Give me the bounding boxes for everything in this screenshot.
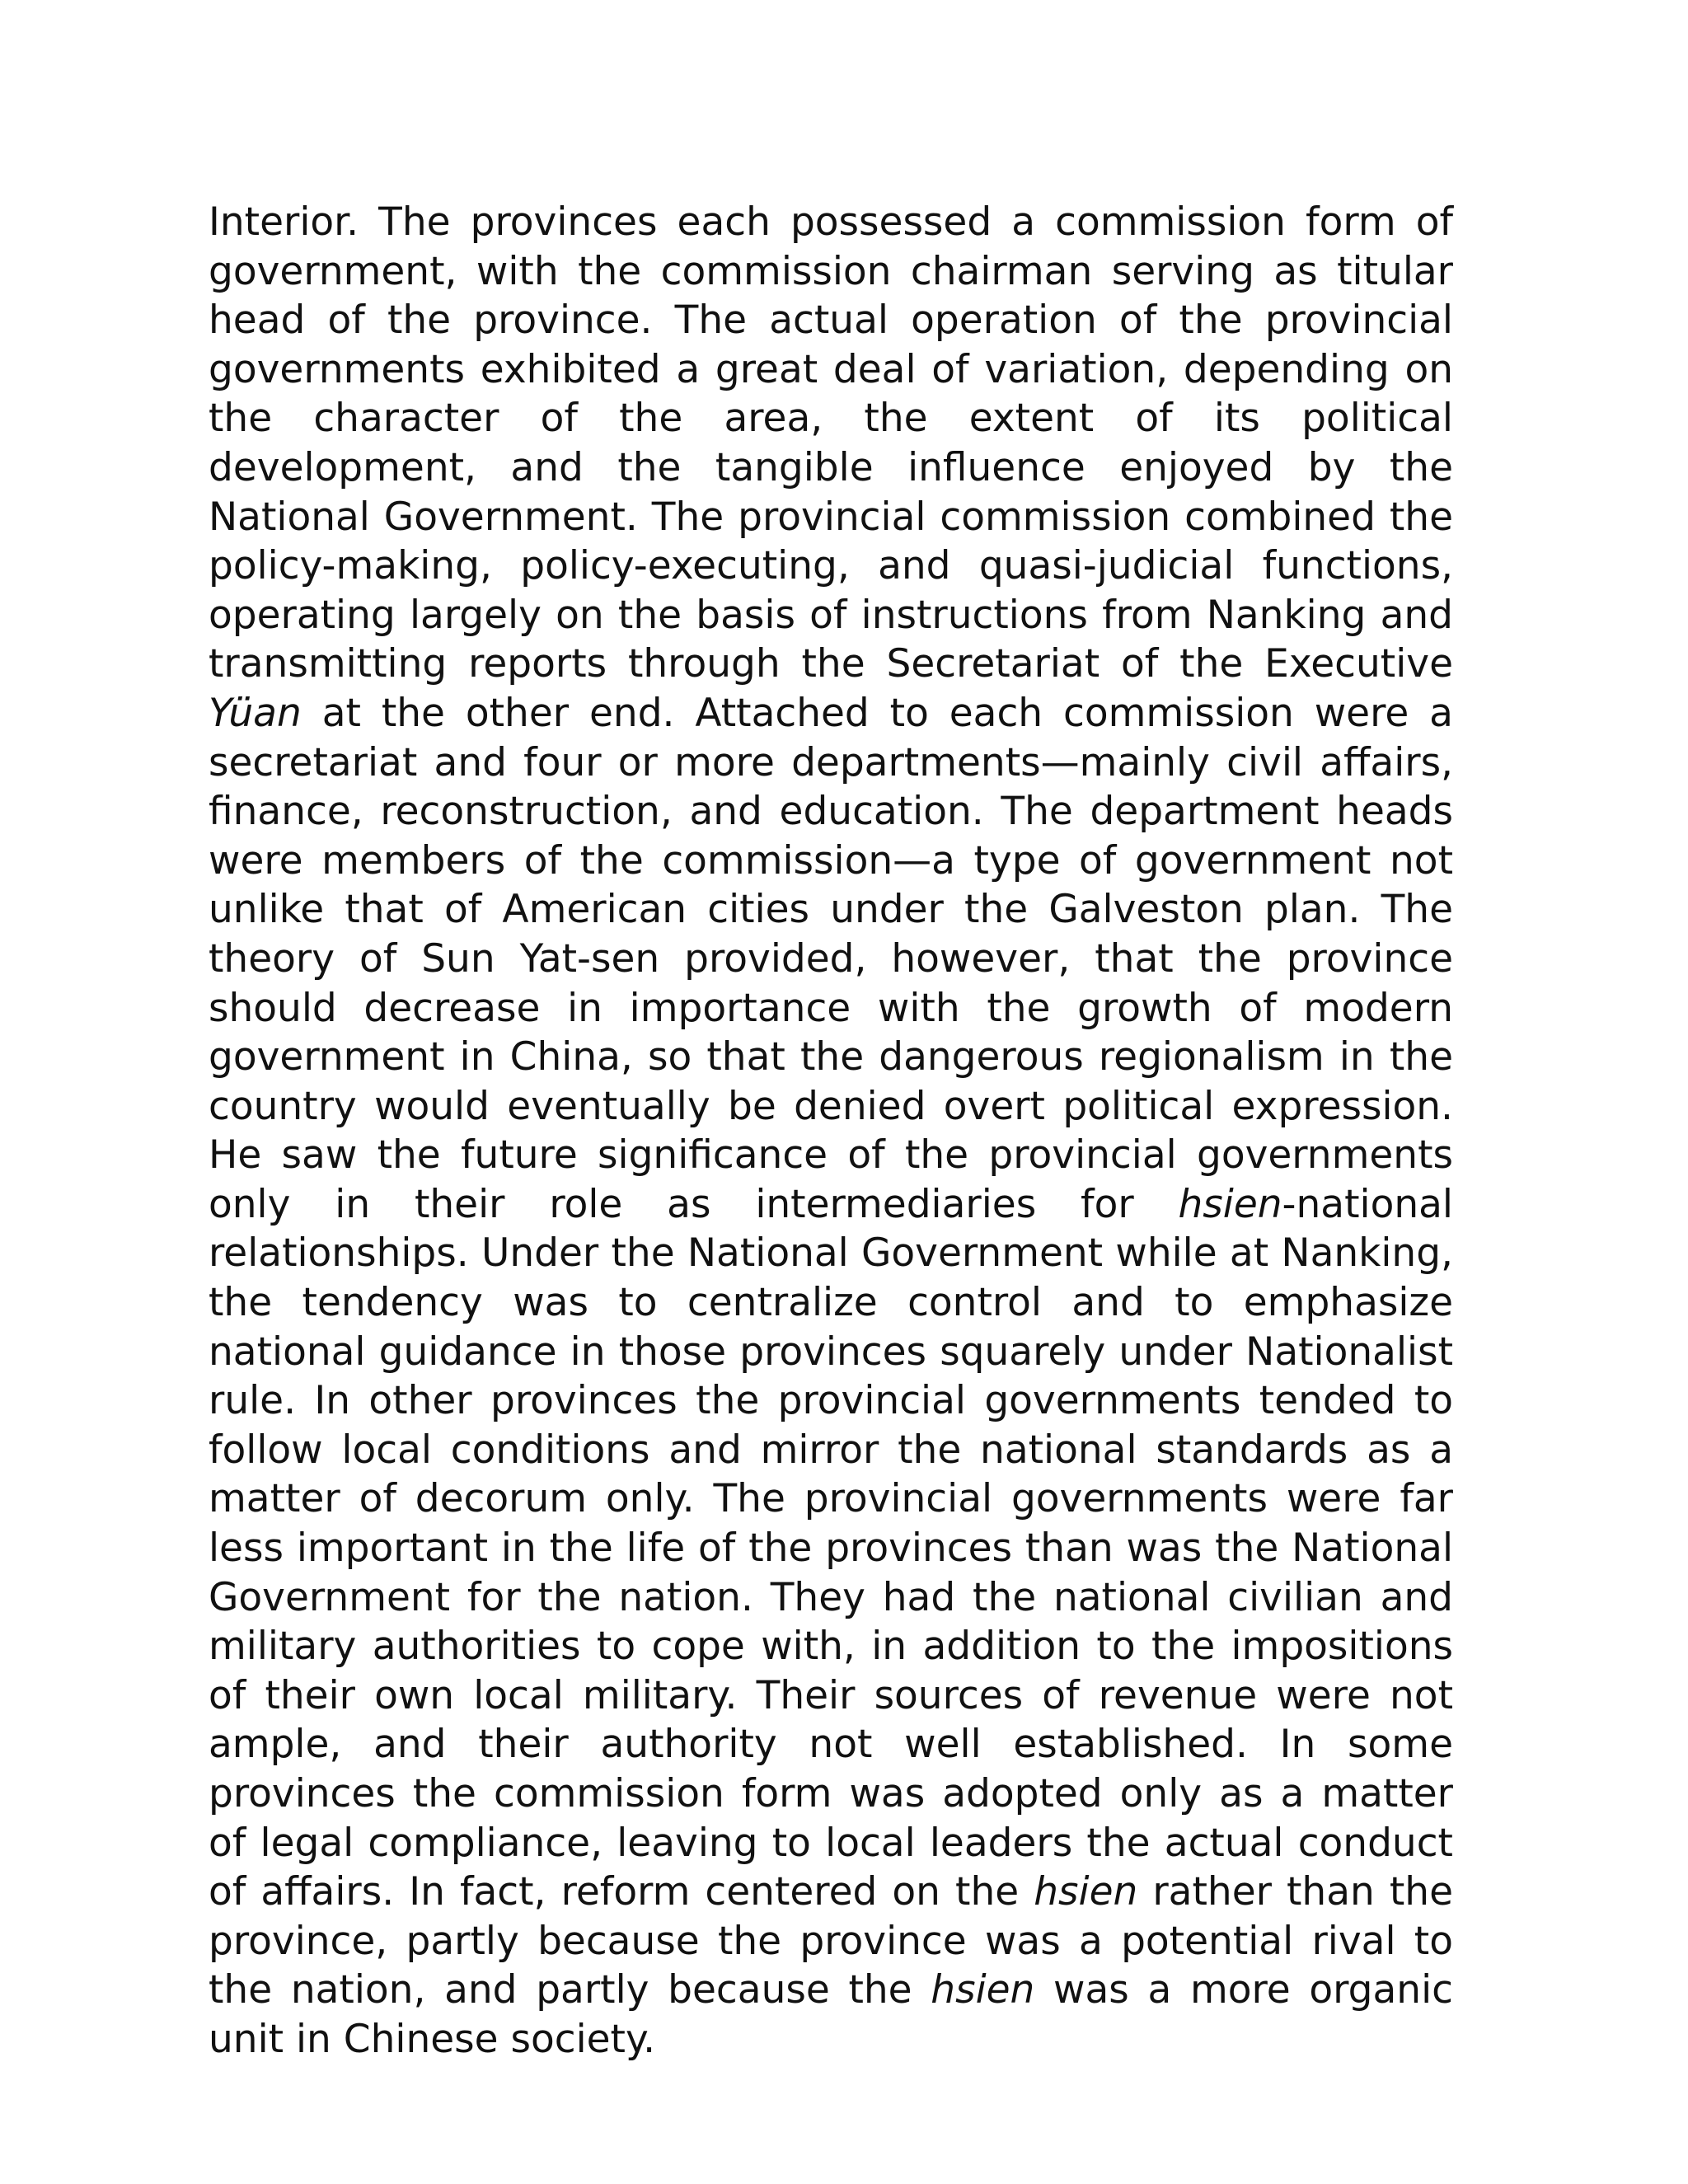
italic-term-hsien: hsien: [1034, 1869, 1138, 1915]
italic-term-hsien: hsien: [1178, 1181, 1282, 1227]
text-segment: rather than the province, partly because the province was a potential rival to the nation, and partly because the: [209, 1869, 1453, 2013]
italic-term-yuan: Yüan: [209, 690, 302, 736]
text-segment: Interior. The provinces each possessed a commission form of government, with the commission chairman serving as titular head of the province. The actual operation of the provincial governments exhibited a great deal of variation, depending on the character of the area, the extent of its political development, and the tangible influence enjoyed by the National Government. The provincial commission combined the policy-making, policy-executing, and quasi-judicial functions, operating largely on the basis of instructions from Nanking and transmitting reports through the Secretariat of the Executive: [209, 199, 1453, 687]
text-segment: was a more organic unit in Chinese society.: [209, 1967, 1453, 2062]
body-paragraph: [209, 198, 1453, 2064]
text-segment: -national relationships. Under the National Government while at Nanking, the tendency was to centralize control and to emphasize national guidance in those provinces squarely under Nationalist rule. In other provinces the provincial governments tended to follow local conditions and mirror the national standards as a matter of decorum only. The provincial governments were far less important in the life of the provinces than was the National Government for the nation. They had the national civilian and military authorities to cope with, in addition to the impositions of their own local military. Their sources of revenue were not ample, and their authority not well established. In some provinces the commission form was adopted only as a matter of legal compliance, leaving to local leaders the actual conduct of affairs. In fact, reform centered on the: [209, 1181, 1453, 1915]
text-segment: at the other end. Attached to each commission were a secretariat and four or more departments—mainly civil affairs, finance, reconstruction, and education. The department heads were members of the commission—a type of government not unlike that of American cities under the Galveston plan. The theory of Sun Yat-sen provided, however, that the province should decrease in importance with the growth of modern government in China, so that the dangerous regionalism in the country would eventually be denied overt political expression. He saw the future significance of the provincial governments only in their role as intermediaries for: [209, 690, 1453, 1227]
italic-term-hsien: hsien: [931, 1967, 1035, 2013]
